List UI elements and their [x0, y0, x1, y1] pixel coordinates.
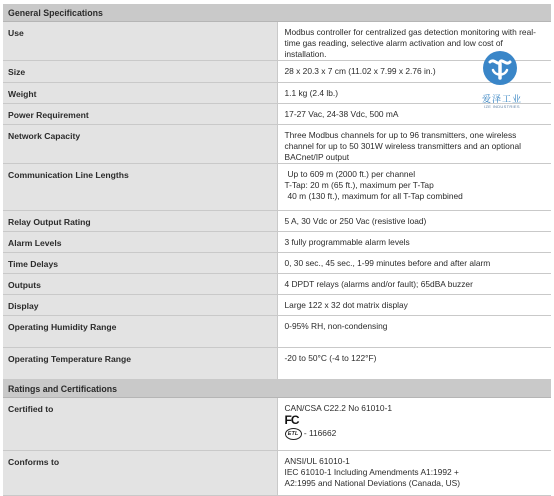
- section-header-ratings: [3, 380, 551, 398]
- spec-row-outputs: [3, 274, 551, 295]
- spec-label-weight: Weight: [3, 83, 277, 104]
- spec-row-humidity: [3, 316, 551, 348]
- spec-row-conforms: [3, 451, 551, 496]
- spec-value-humidity: 0-95% RH, non-condensing: [277, 316, 551, 348]
- spec-row-display: [3, 295, 551, 316]
- spec-label-use: Use: [3, 22, 277, 61]
- etl-mark-icon: ETL: [285, 428, 302, 440]
- certified-standard: CAN/CSA C22.2 No 61010-1: [284, 403, 393, 413]
- section-title-general: General Specifications: [3, 4, 551, 22]
- spec-value-alarm: 3 fully programmable alarm levels: [277, 232, 551, 253]
- section-header-general: [3, 4, 551, 22]
- spec-value-delays: 0, 30 sec., 45 sec., 1-99 minutes before and after alarm: [277, 253, 551, 274]
- spec-value-relay: 5 A, 30 Vdc or 250 Vac (resistive load): [277, 211, 551, 232]
- ize-logo-icon: [482, 50, 518, 86]
- etl-listing: [285, 427, 546, 440]
- comm-line-1: Up to 609 m (2000 ft.) per channel: [287, 169, 416, 179]
- spec-value-network: Three Modbus channels for up to 96 transmitters, one wireless channel for up to 50 301W wireless transmitters and an optional BACnet/IP output: [277, 125, 551, 164]
- spec-label-conforms: Conforms to: [3, 451, 277, 496]
- spec-label-communication: Communication Line Lengths: [3, 164, 277, 211]
- conforms-line-1: ANSI/UL 61010-1: [284, 456, 350, 466]
- spec-label-size: Size: [3, 61, 277, 83]
- spec-label-outputs: Outputs: [3, 274, 277, 295]
- spec-value-power: 17-27 Vac, 24-38 Vdc, 500 mA: [277, 104, 551, 125]
- conforms-line-3: A2:1995 and National Deviations (Canada, US): [284, 478, 461, 488]
- spec-value-communication: [277, 164, 551, 211]
- spec-value-size: 28 x 20.3 x 7 cm (11.02 x 7.99 x 2.76 in.): [277, 61, 551, 83]
- spec-value-display: Large 122 x 32 dot matrix display: [277, 295, 551, 316]
- comm-line-2: T-Tap: 20 m (65 ft.), maximum per T-Tap: [284, 180, 434, 190]
- spec-value-conforms: [277, 451, 551, 496]
- watermark-subtitle: IZE INDUSTRIES: [484, 104, 520, 109]
- spec-value-certified: [277, 398, 551, 451]
- spec-value-weight: 1.1 kg (2.4 lb.): [277, 83, 551, 104]
- watermark-logo: [466, 50, 538, 128]
- comm-line-3: 40 m (130 ft.), maximum for all T-Tap combined: [287, 191, 463, 201]
- spec-row-alarm: [3, 232, 551, 253]
- spec-label-temperature: Operating Temperature Range: [3, 348, 277, 380]
- spec-value-outputs: 4 DPDT relays (alarms and/or fault); 65dBA buzzer: [277, 274, 551, 295]
- spec-row-communication: [3, 164, 551, 211]
- spec-label-network: Network Capacity: [3, 125, 277, 164]
- conforms-line-2: IEC 61010-1 Including Amendments A1:1992 +: [284, 467, 459, 477]
- spec-value-temperature: -20 to 50°C (-4 to 122°F): [277, 348, 551, 380]
- spec-label-humidity: Operating Humidity Range: [3, 316, 277, 348]
- spec-row-network: [3, 125, 551, 164]
- fc-mark-icon: FC: [284, 413, 299, 427]
- spec-row-certified: [3, 398, 551, 451]
- spec-label-display: Display: [3, 295, 277, 316]
- spec-label-relay: Relay Output Rating: [3, 211, 277, 232]
- watermark-name: 爱泽工业: [481, 94, 522, 104]
- spec-label-power: Power Requirement: [3, 104, 277, 125]
- spec-row-temperature: [3, 348, 551, 380]
- spec-label-certified: Certified to: [3, 398, 277, 451]
- spec-label-delays: Time Delays: [3, 253, 277, 274]
- spec-label-alarm: Alarm Levels: [3, 232, 277, 253]
- section-title-ratings: Ratings and Certifications: [3, 380, 551, 398]
- spec-row-relay: [3, 211, 551, 232]
- etl-number: - 116662: [303, 428, 337, 438]
- spec-row-delays: [3, 253, 551, 274]
- spec-value-use: Modbus controller for centralized gas detection monitoring with real-time gas reading, selective alarm activation and low cost of installation.: [277, 22, 551, 61]
